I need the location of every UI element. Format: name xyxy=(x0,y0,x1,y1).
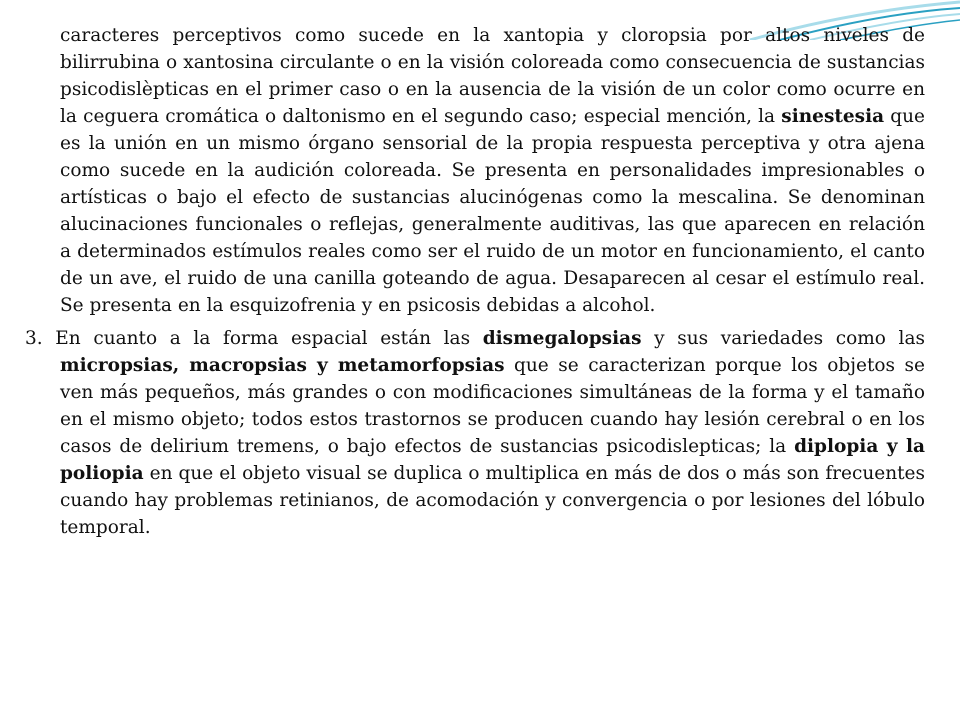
item-number: 3. xyxy=(25,328,43,349)
paragraph-continuation xyxy=(25,22,925,319)
paragraph-2-text-c: que se caracterizan porque los objetos se ven más pequeños, más grandes o con modificaciones simultáneas de la forma y el tamaño en el mismo objeto; todos estos trastornos se producen cuando hay lesión cerebral o en los casos de delirium tremens, o bajo efectos de sustancias psicodislepticas; la xyxy=(60,355,925,457)
paragraph-2-text-a: En cuanto a la forma espacial están las xyxy=(42,328,483,349)
paragraph-item-3 xyxy=(25,325,925,541)
term-micropsias: micropsias, macropsias y metamorfopsias xyxy=(60,355,505,376)
paragraph-1-text-b: que es la unión en un mismo órgano sensorial de la propia respuesta perceptiva y otra ajena como sucede en la audición coloreada. Se presenta en personalidades impresionables o artísticas o bajo el efecto de sustancias alucinógenas como la mescalina. Se denominan alucinaciones funcionales o reflejas, generalmente auditivas, las que aparecen en relación a determinados estímulos reales como ser el ruido de un motor en funcionamiento, el canto de un ave, el ruido de una canilla goteando de agua. Desaparecen al cesar el estímulo real. Se presenta en la esquizofrenia y en psicosis debidas a alcohol. xyxy=(60,106,925,316)
term-diplopia: diplopia y la poliopia xyxy=(60,436,925,484)
term-sinestesia: sinestesia xyxy=(781,106,885,127)
paragraph-1-text-a: caracteres perceptivos como sucede en la xantopia y cloropsia por altos niveles de bilirrubina o xantosina circulante o en la visión coloreada como consecuencia de sustancias psicodislèpticas en el primer caso o en la ausencia de la visión de un color como ocurre en la ceguera cromática o daltonismo en el segundo caso; especial mención, la xyxy=(60,25,925,127)
paragraph-2-text-b: y sus variedades como las xyxy=(641,328,925,349)
slide-body-text xyxy=(25,22,925,541)
term-dismegalopsias: dismegalopsias xyxy=(482,328,642,349)
paragraph-2-text-d: en que el objeto visual se duplica o multiplica en más de dos o más son frecuentes cuando hay problemas retinianos, de acomodación y convergencia o por lesiones del lóbulo temporal. xyxy=(60,463,925,538)
